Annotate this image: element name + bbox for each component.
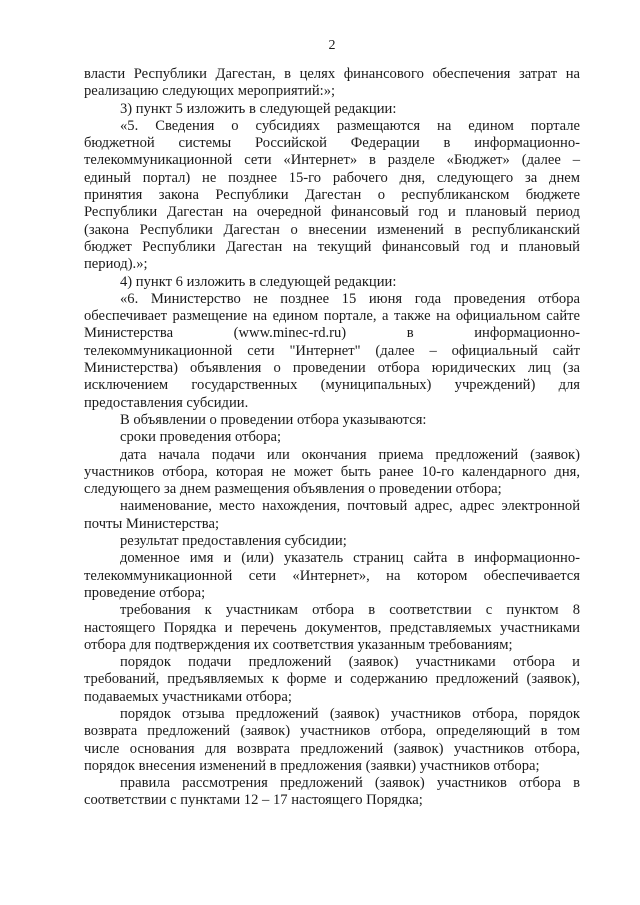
paragraph — [84, 118, 580, 274]
text-line: «6. Министерство не позднее 15 июня года проведения отбора — [120, 290, 580, 307]
text-line: телекоммуникационной сети «Интернет» в разделе «Бюджет» (далее – — [84, 152, 580, 169]
text-line: участников отбора, которая не может быть ранее 10-го календарного дня, — [84, 463, 580, 480]
text-line: отбора для подтверждения их соответствия указанным требованиям; — [84, 636, 513, 653]
text-line: бюджет Республики Дагестан на текущий финансовый год и плановый — [84, 238, 580, 255]
document-body — [84, 66, 580, 810]
text-line: телекоммуникационной сети «Интернет», на котором обеспечивается — [84, 567, 580, 584]
text-line: требований, предъявляемых к форме и содержанию предложений (заявок), — [84, 671, 580, 688]
text-line: принятия закона Республики Дагестан о республиканском бюджете — [84, 187, 580, 204]
text-line: соответствии с пунктами 12 – 17 настоящего Порядка; — [84, 792, 423, 809]
text-line: телекоммуникационной сети "Интернет" (далее – официальный сайт — [84, 342, 580, 359]
text-line: правила рассмотрения предложений (заявок) участников отбора в — [120, 775, 580, 792]
text-line: требования к участникам отбора в соответствии с пунктом 8 — [120, 602, 580, 619]
text-line: 3) пункт 5 изложить в следующей редакции: — [120, 100, 397, 117]
text-line: порядок отзыва предложений (заявок) участников отбора, порядок — [120, 705, 580, 722]
text-line: единый портал) не позднее 15-го рабочего дня, следующего за днем — [84, 169, 580, 186]
text-line: настоящего Порядка и перечень документов, представляемых участниками — [84, 619, 580, 636]
text-line: результат предоставления субсидии; — [120, 533, 347, 550]
text-line: возврата предложений (заявок) участников отбора, определяющий в том — [84, 723, 580, 740]
text-line: реализацию следующих мероприятий:»; — [84, 83, 336, 100]
text-line: порядок внесения изменений в предложения (заявки) участников отбора; — [84, 757, 540, 774]
paragraph — [84, 274, 580, 291]
text-line: Республики Дагестан на очередной финансовый год и плановый период — [84, 204, 580, 221]
paragraph — [84, 775, 580, 810]
text-line: «5. Сведения о субсидиях размещаются на едином портале — [120, 117, 580, 134]
text-line: исключением государственных (муниципальных) учреждений) для — [84, 377, 580, 394]
text-line: период).»; — [84, 256, 148, 273]
text-line: предоставления субсидии. — [84, 394, 249, 411]
page-number: 2 — [328, 38, 336, 53]
paragraph — [84, 654, 580, 706]
paragraph — [84, 101, 580, 118]
text-line: порядок подачи предложений (заявок) участниками отбора и — [120, 654, 580, 671]
text-line: доменное имя и (или) указатель страниц сайта в информационно- — [120, 550, 580, 567]
text-line: обеспечивает размещение на едином портале, а также на официальном сайте — [84, 308, 580, 325]
text-line: Министерства (www.minec-rd.ru) в информационно- — [84, 325, 580, 342]
text-line: проведение отбора; — [84, 584, 206, 601]
paragraph — [84, 412, 580, 429]
text-line: 4) пункт 6 изложить в следующей редакции: — [120, 273, 397, 290]
text-line: подаваемых участниками отбора; — [84, 688, 292, 705]
text-line: числе основания для возврата предложений (заявок) участников отбора, — [84, 740, 580, 757]
paragraph — [84, 498, 580, 533]
text-line: дата начала подачи или окончания приема предложений (заявок) — [120, 446, 580, 463]
paragraph — [84, 550, 580, 602]
text-line: бюджетной системы Российской Федерации в информационно- — [84, 135, 580, 152]
text-line: (закона Республики Дагестан о внесении изменений в республиканский — [84, 221, 580, 238]
paragraph — [84, 706, 580, 775]
text-line: следующего за днем размещения объявления о проведении отбора; — [84, 481, 502, 498]
paragraph — [84, 429, 580, 446]
paragraph — [84, 291, 580, 412]
paragraph — [84, 447, 580, 499]
paragraph — [84, 66, 580, 101]
text-line: почты Министерства; — [84, 515, 220, 532]
text-line: В объявлении о проведении отбора указываются: — [120, 411, 427, 428]
text-line: Министерства) объявления о проведении отбора юридических лиц (за — [84, 360, 580, 377]
text-line: сроки проведения отбора; — [120, 429, 282, 446]
text-line: власти Республики Дагестан, в целях финансового обеспечения затрат на — [84, 66, 580, 82]
text-line: наименование, место нахождения, почтовый адрес, адрес электронной — [120, 498, 580, 515]
paragraph — [84, 533, 580, 550]
paragraph — [84, 602, 580, 654]
